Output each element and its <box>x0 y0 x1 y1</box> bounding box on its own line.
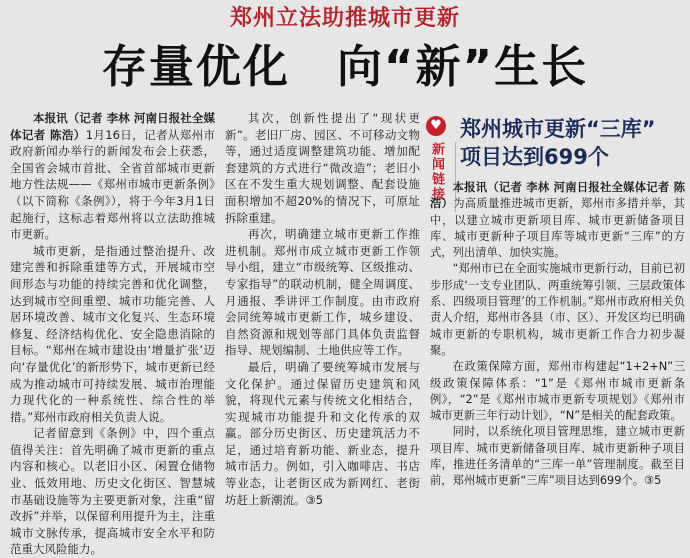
main-paragraph-1-text: 1月16日，记者从郑州市政府新闻办举行的新闻发布会上获悉，全国省会城市首批、全省首部城市更新地方性法规——《郑州市城市更新条例》（以下简称《条例》），将于今年3月1日起施行，这标志着郑州将以立法助推城市更新。 <box>10 127 215 242</box>
main-column-2 <box>225 110 420 507</box>
sidebar-paragraph-1-text: 为高质量推进城市更新，郑州市多措并举，其中，以建立城市更新项目库、城市更新储备项目库、城市更新种子项目库等城市更新“三库”的方式，列出清单、加快实施。 <box>430 197 685 260</box>
sidebar-column <box>430 180 685 488</box>
article-headline: 存量优化 向“新”生长 <box>101 40 589 93</box>
main-paragraph-1 <box>10 110 215 243</box>
main-paragraph-5: 再次，明确建立城市更新工作推进机制。郑州市成立城市更新工作领导小组，建立“市级统筹、区级推动、专家指导”的联动机制，健全周调度、月通报、季讲评工作制度。由市政府会同统筹城市更新工作，城乡建设、自然资源和规划等部门具体负责监督指导、规划编制、土地供应等工作。 <box>225 227 420 358</box>
sidebar-byline: 本报讯（记者 李林 河南日报社全媒体记者 陈浩） <box>430 181 685 211</box>
sidebar-title-line-2: 项目达到699个 <box>460 145 609 169</box>
article-kicker: 郑州立法助推城市更新 <box>229 6 460 31</box>
sidebar-paragraph-3: 在政策保障方面，郑州市构建起“1+2+N”三级政策保障体系：“1”是《郑州市城市更新条例》，“2”是《郑州市城市更新专项规划》《郑州市城市更新三年行动计划》，“N”是相关的配套政策。 <box>430 360 685 423</box>
sidebar-paragraph-4: 同时，以系统化项目管理思维，建立城市更新项目库、城市更新储备项目库、城市更新种子项目库，推进任务清单的“三库一单”管理制度。截至目前，郑州城市更新“三库”项目达到699个。③5 <box>430 425 685 488</box>
sidebar-title-line-1: 郑州城市更新“三库” <box>460 117 656 141</box>
news-link-tag: 新闻链接 <box>429 142 444 202</box>
main-paragraph-3: 记者留意到《条例》中，四个重点值得关注：首先明确了城市更新的重点内容和核心。以老旧小区、闲置仓储物业、低效用地、历史文化街区、智慧城市基础设施等为主要更新对象，注重“留改拆”并举，以保留利用提升为主，注重城市文脉传承，提高城市安全水平和防范重大风险能力。 <box>10 426 215 557</box>
main-column-1 <box>10 110 215 557</box>
main-paragraph-6: 最后，明确了要统筹城市发展与文化保护。通过保留历史建筑和风貌，将现代元素与传统文化相结合，实现城市功能提升和文化传承的双赢。部分历史街区、历史建筑活力不足，通过培育新功能、新业态，提升城市活力。例如，引入咖啡店、书店等业态，让老街区成为新网红、老街坊赶上新潮流。③5 <box>225 359 420 507</box>
byline: 本报讯（记者 李林 河南日报社全媒体记者 陈浩） <box>10 111 215 142</box>
heart-icon: ♥ <box>426 116 446 136</box>
main-paragraph-2: 城市更新，是指通过整治提升、改建完善和拆除重建等方式，开展城市空间形态与功能的持续完善和优化调整，达到城市空间重塑、城市功能完善、人居环境改善、城市文化复兴、生态环境修复、经济结构优化、安全隐患消除的目标。“郑州在城市建设由‘增量扩张’迈向‘存量优化’的新形势下，城市更新已经成为推动城市可持续发展、城市治理能力现代化的一种系统性、综合性的举措。”郑州市政府相关负责人说。 <box>10 243 215 424</box>
sidebar-paragraph-2: “郑州市已在全面实施城市更新行动，目前已初步形成‘一支专业团队、两重统筹引领、三层政策体系、四级项目管理’的工作机制。”郑州市政府相关负责人介绍，郑州市各县（市、区）、开发区均已明确城市更新的专职机构，城市更新工作合力初步凝聚。 <box>430 262 685 357</box>
main-paragraph-4: 其次，创新性提出了“现状更新”。老旧厂房、园区、不可移动文物等，通过适度调整建筑功能、增加配套建筑的方式进行“微改造”；老旧小区在不发生重大规划调整、配套设施面积增加不超20%的情况下，可原址拆除重建。 <box>225 111 420 225</box>
sidebar-paragraph-1 <box>430 180 685 261</box>
